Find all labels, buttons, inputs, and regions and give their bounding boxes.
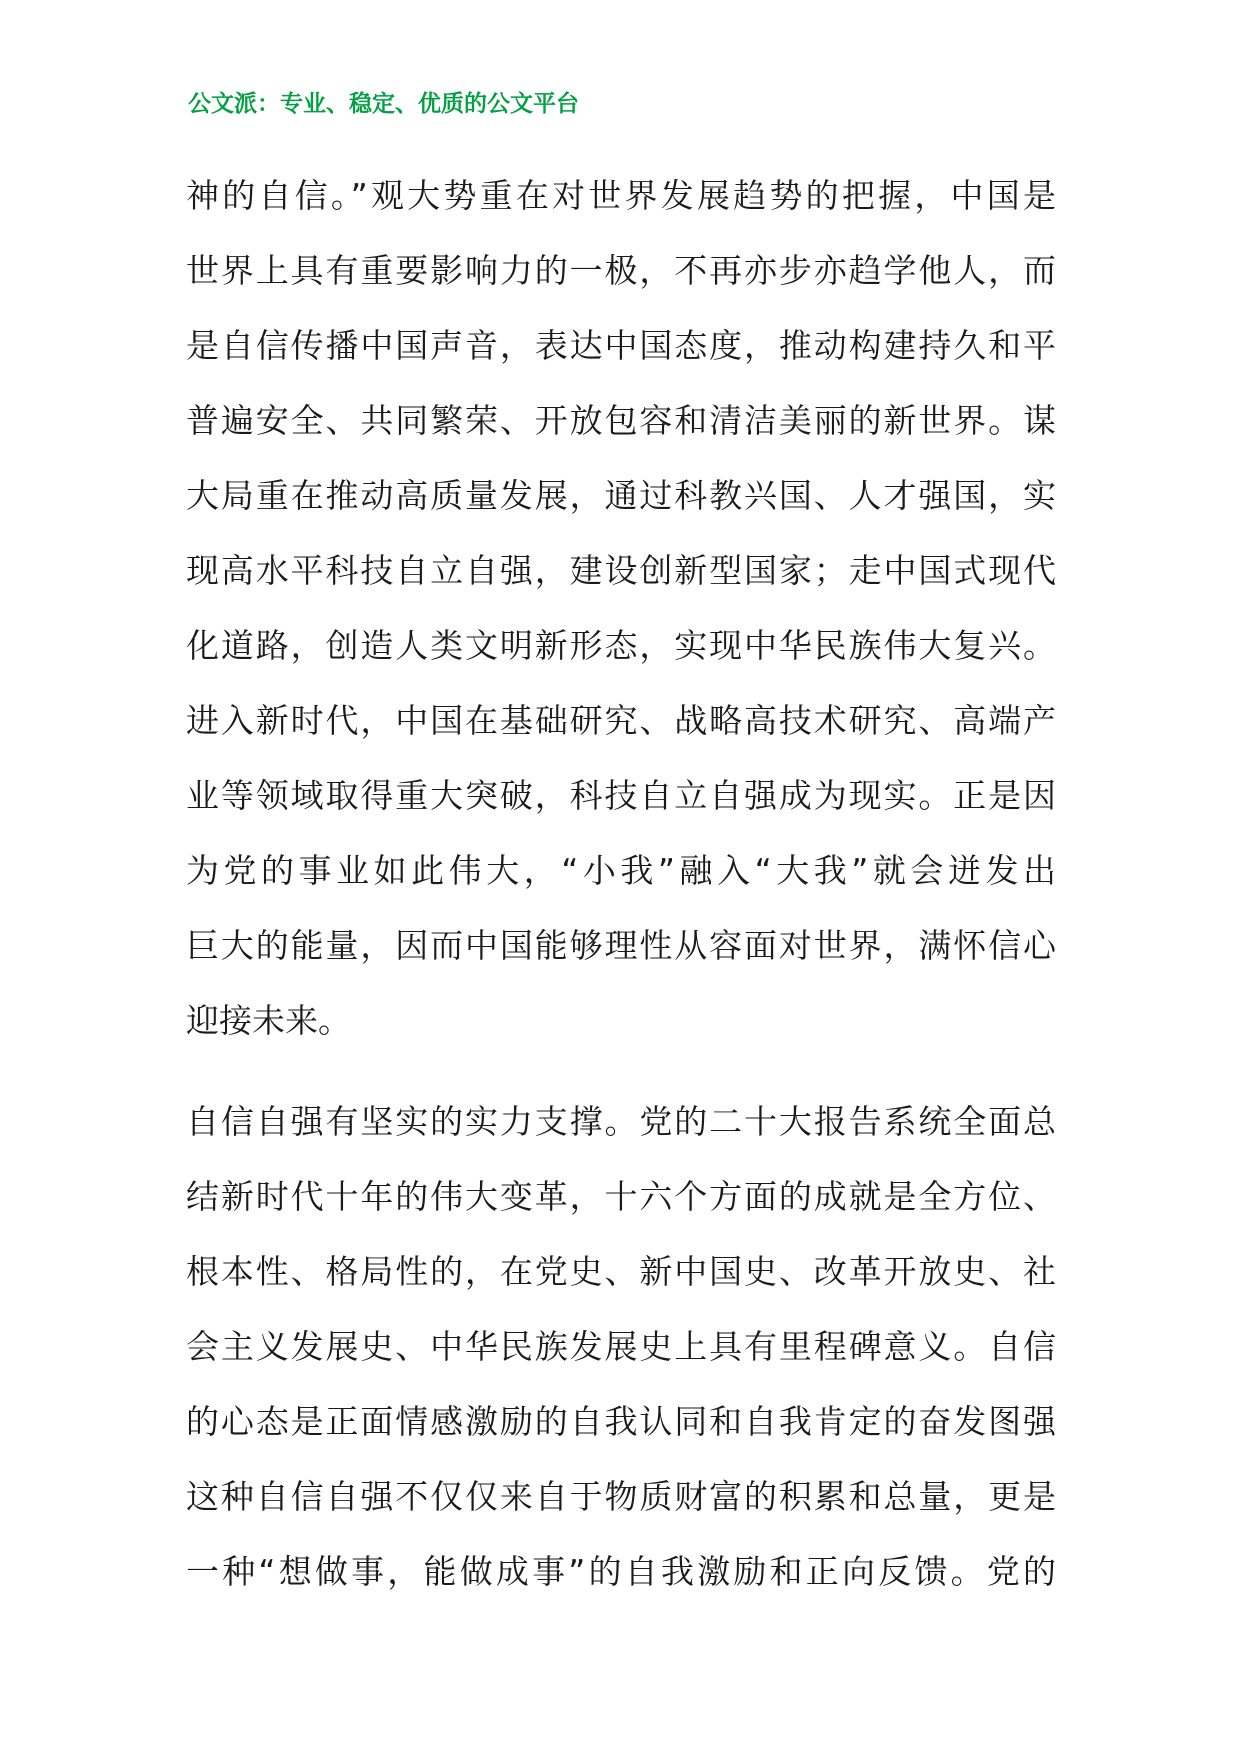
paragraph-line: 进入新时代，中国在基础研究、战略高技术研究、高端产: [186, 701, 1056, 740]
paragraph-line: 神的自信。”观大势重在对世界发展趋势的把握，中国是: [186, 176, 1056, 215]
paragraph-line: 是自信传播中国声音，表达中国态度，推动构建持久和平: [186, 326, 1056, 365]
paragraph-line: 根本性、格局性的，在党史、新中国史、改革开放史、社: [186, 1252, 1056, 1291]
paragraph-line: 迎接未来。: [186, 1001, 351, 1040]
paragraph-line: 一种“想做事，能做成事”的自我激励和正向反馈。党的: [186, 1552, 1056, 1591]
paragraph-line: 会主义发展史、中华民族发展史上具有里程碑意义。自信: [186, 1327, 1056, 1366]
paragraph-line: 的心态是正面情感激励的自我认同和自我肯定的奋发图强: [186, 1402, 1056, 1441]
page-header: 公文派：专业、稳定、优质的公文平台: [188, 90, 579, 117]
paragraph-line: 巨大的能量，因而中国能够理性从容面对世界，满怀信心: [186, 926, 1056, 965]
paragraph-line: 这种自信自强不仅仅来自于物质财富的积累和总量，更是: [186, 1477, 1056, 1516]
paragraph-line: 业等领域取得重大突破，科技自立自强成为现实。正是因: [186, 776, 1056, 815]
body-paragraph: [186, 158, 1056, 1058]
paragraph-line: 世界上具有重要影响力的一极，不再亦步亦趋学他人，而: [186, 251, 1056, 290]
paragraph-line: 结新时代十年的伟大变革，十六个方面的成就是全方位、: [186, 1177, 1056, 1216]
paragraph-line: 大局重在推动高质量发展，通过科教兴国、人才强国，实: [186, 476, 1056, 515]
paragraph-line: 为党的事业如此伟大，“小我”融入“大我”就会迸发出: [186, 851, 1056, 890]
paragraph-line: 普遍安全、共同繁荣、开放包容和清洁美丽的新世界。谋: [186, 401, 1056, 440]
body-paragraph: [186, 1084, 1056, 1609]
paragraph-line: 化道路，创造人类文明新形态，实现中华民族伟大复兴。: [186, 626, 1056, 665]
paragraph-line: 自信自强有坚实的实力支撑。党的二十大报告系统全面总: [186, 1102, 1056, 1141]
paragraph-line: 现高水平科技自立自强，建设创新型国家；走中国式现代: [186, 551, 1056, 590]
